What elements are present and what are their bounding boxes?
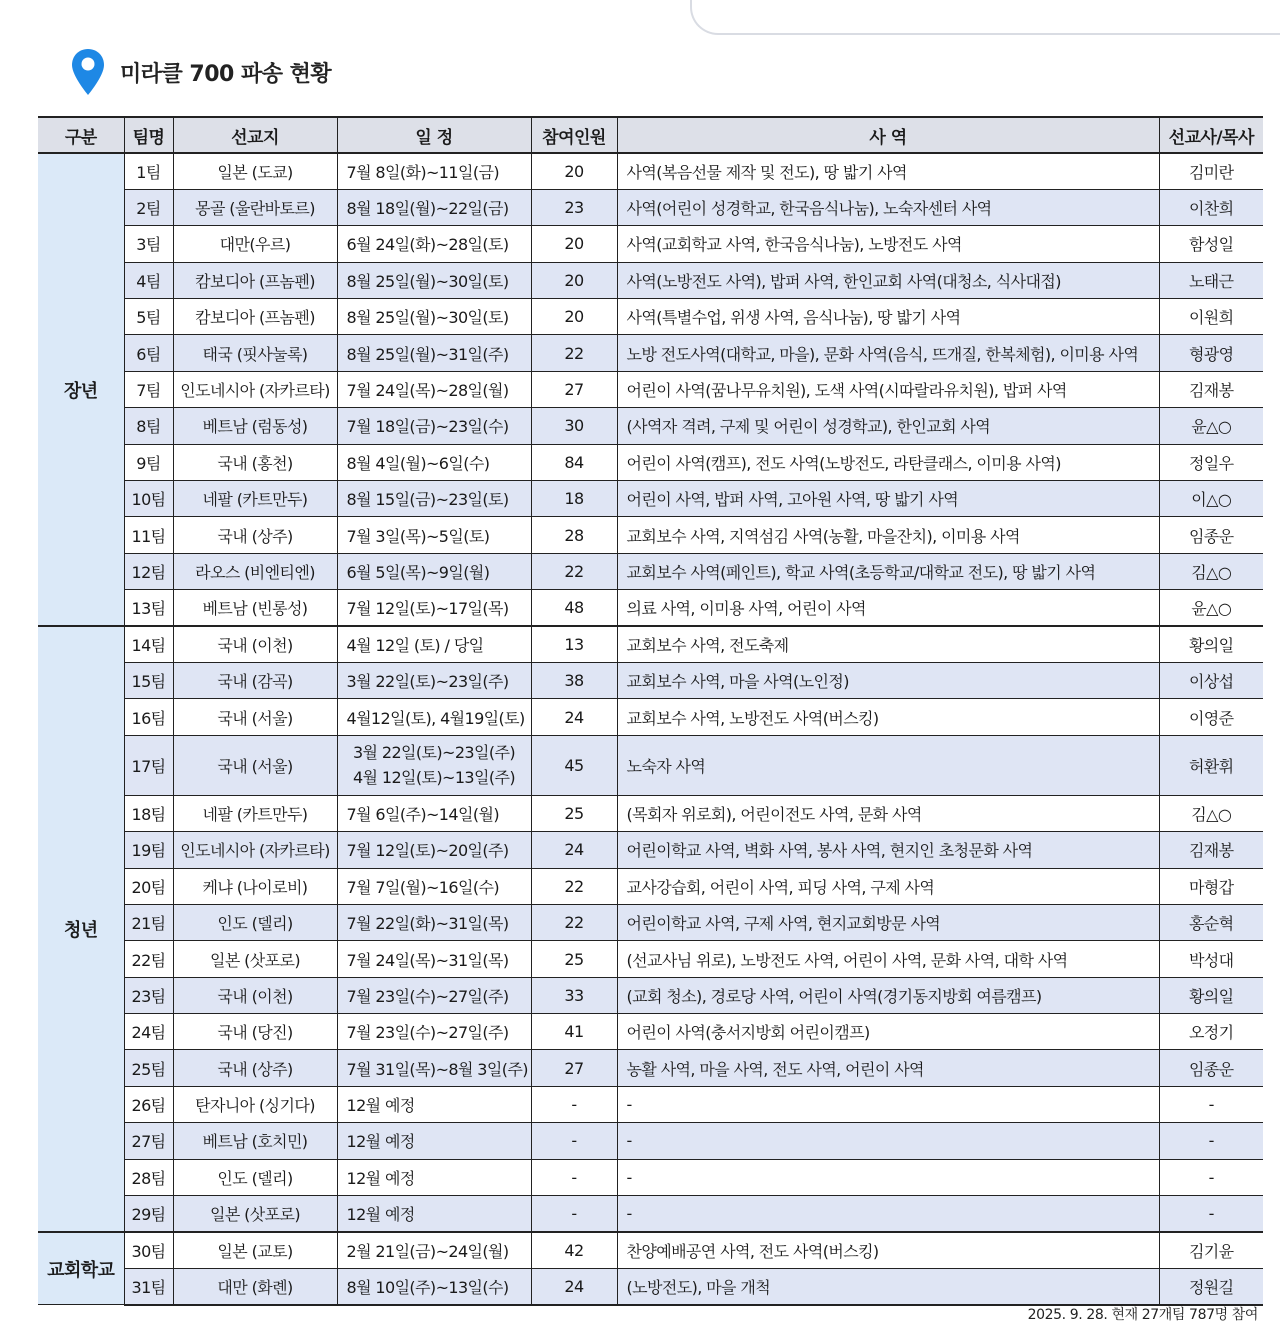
schedule-cell: 7월 31일(목)~8월 3일(주): [337, 1050, 531, 1086]
top-tab-decoration: [690, 0, 1280, 35]
table-row: [38, 481, 1263, 517]
team-cell: 5팀: [124, 299, 173, 335]
schedule-cell: 2월 21일(금)~24일(월): [337, 1232, 531, 1268]
table-row: [38, 941, 1263, 977]
team-cell: 14팀: [124, 626, 173, 662]
participants-cell: 28: [531, 517, 617, 553]
schedule-line: 3월 22일(토)~23일(주): [352, 743, 516, 763]
leader-cell: -: [1159, 1086, 1263, 1122]
destination-cell: 인도 (델리): [173, 904, 337, 940]
leader-cell: 노태근: [1159, 262, 1263, 298]
participants-cell: 33: [531, 977, 617, 1013]
participants-cell: 18: [531, 481, 617, 517]
leader-cell: 함성일: [1159, 226, 1263, 262]
destination-cell: 네팔 (카트만두): [173, 795, 337, 831]
ministry-cell: -: [617, 1086, 1159, 1122]
leader-cell: 김미란: [1159, 153, 1263, 189]
column-header-team: 팀명: [124, 117, 173, 153]
participants-cell: 25: [531, 795, 617, 831]
ministry-cell: 찬양예배공연 사역, 전도 사역(버스킹): [617, 1232, 1159, 1268]
destination-cell: 국내 (이천): [173, 626, 337, 662]
table-row: [38, 1050, 1263, 1086]
team-cell: 29팀: [124, 1196, 173, 1232]
participants-cell: 20: [531, 153, 617, 189]
column-header-schedule: 일 정: [337, 117, 531, 153]
schedule-cell: 7월 12일(토)~20일(주): [337, 832, 531, 868]
ministry-cell: 사역(노방전도 사역), 밥퍼 사역, 한인교회 사역(대청소, 식사대접): [617, 262, 1159, 298]
team-cell: 12팀: [124, 553, 173, 589]
team-cell: 30팀: [124, 1232, 173, 1268]
leader-cell: 황의일: [1159, 977, 1263, 1013]
schedule-cell: 6월 5일(목)~9일(월): [337, 553, 531, 589]
participants-cell: -: [531, 1086, 617, 1122]
leader-cell: 이찬희: [1159, 189, 1263, 225]
column-header-destination: 선교지: [173, 117, 337, 153]
team-cell: 4팀: [124, 262, 173, 298]
participants-cell: 23: [531, 189, 617, 225]
schedule-cell: 7월 24일(목)~28일(월): [337, 371, 531, 407]
ministry-cell: 어린이학교 사역, 구제 사역, 현지교회방문 사역: [617, 904, 1159, 940]
destination-cell: 국내 (상주): [173, 1050, 337, 1086]
schedule-cell: 7월 18일(금)~23일(수): [337, 408, 531, 444]
table-row: [38, 795, 1263, 831]
category-youth: 청년: [38, 626, 124, 1232]
participants-cell: 20: [531, 262, 617, 298]
schedule-cell: 8월 4일(월)~6일(수): [337, 444, 531, 480]
schedule-cell: 8월 18일(월)~22일(금): [337, 189, 531, 225]
schedule-cell: [337, 735, 531, 795]
ministry-cell: 사역(특별수업, 위생 사역, 음식나눔), 땅 밟기 사역: [617, 299, 1159, 335]
destination-cell: 인도네시아 (자카르타): [173, 832, 337, 868]
team-cell: 17팀: [124, 735, 173, 795]
table-row: [38, 299, 1263, 335]
schedule-cell: 7월 24일(목)~31일(목): [337, 941, 531, 977]
table-header-row: [38, 117, 1263, 153]
destination-cell: 캄보디아 (프놈펜): [173, 262, 337, 298]
destination-cell: 일본 (삿포로): [173, 941, 337, 977]
table-row: [38, 153, 1263, 189]
schedule-cell: 6월 24일(화)~28일(토): [337, 226, 531, 262]
schedule-cell: 8월 25일(월)~31일(주): [337, 335, 531, 371]
participants-cell: -: [531, 1159, 617, 1195]
participants-cell: 22: [531, 904, 617, 940]
participants-cell: -: [531, 1123, 617, 1159]
leader-cell: 박성대: [1159, 941, 1263, 977]
destination-cell: 대만(우르): [173, 226, 337, 262]
ministry-cell: 사역(교회학교 사역, 한국음식나눔), 노방전도 사역: [617, 226, 1159, 262]
team-cell: 3팀: [124, 226, 173, 262]
participants-cell: 45: [531, 735, 617, 795]
destination-cell: 네팔 (카트만두): [173, 481, 337, 517]
team-cell: 7팀: [124, 371, 173, 407]
participants-cell: 24: [531, 1268, 617, 1304]
destination-cell: 국내 (상주): [173, 517, 337, 553]
table-row: [38, 868, 1263, 904]
participants-cell: 38: [531, 662, 617, 698]
page-header: [70, 46, 331, 98]
schedule-cell: 7월 7일(월)~16일(수): [337, 868, 531, 904]
leader-cell: -: [1159, 1159, 1263, 1195]
schedule-cell: 12월 예정: [337, 1123, 531, 1159]
leader-cell: 이△○: [1159, 481, 1263, 517]
destination-cell: 베트남 (호치민): [173, 1123, 337, 1159]
table-row: [38, 699, 1263, 735]
leader-cell: 김△○: [1159, 553, 1263, 589]
team-cell: 8팀: [124, 408, 173, 444]
ministry-cell: 교회보수 사역(페인트), 학교 사역(초등학교/대학교 전도), 땅 밟기 사역: [617, 553, 1159, 589]
ministry-cell: (목회자 위로회), 어린이전도 사역, 문화 사역: [617, 795, 1159, 831]
table-row: [38, 408, 1263, 444]
leader-cell: 윤△○: [1159, 590, 1263, 626]
schedule-cell: 12월 예정: [337, 1196, 531, 1232]
leader-cell: 홍순혁: [1159, 904, 1263, 940]
table-row: [38, 662, 1263, 698]
ministry-cell: 노방 전도사역(대학교, 마을), 문화 사역(음식, 뜨개질, 한복체험), 이미용 사역: [617, 335, 1159, 371]
ministry-cell: 교회보수 사역, 전도축제: [617, 626, 1159, 662]
table-row: [38, 1232, 1263, 1268]
column-header-ministry: 사 역: [617, 117, 1159, 153]
destination-cell: 국내 (이천): [173, 977, 337, 1013]
leader-cell: 임종운: [1159, 1050, 1263, 1086]
team-cell: 2팀: [124, 189, 173, 225]
leader-cell: 황의일: [1159, 626, 1263, 662]
ministry-cell: (선교사님 위로), 노방전도 사역, 어린이 사역, 문화 사역, 대학 사역: [617, 941, 1159, 977]
team-cell: 20팀: [124, 868, 173, 904]
team-cell: 9팀: [124, 444, 173, 480]
schedule-cell: 8월 10일(주)~13일(수): [337, 1268, 531, 1304]
ministry-cell: 사역(어린이 성경학교, 한국음식나눔), 노숙자센터 사역: [617, 189, 1159, 225]
destination-cell: 대만 (화롄): [173, 1268, 337, 1304]
destination-cell: 라오스 (비엔티엔): [173, 553, 337, 589]
team-cell: 6팀: [124, 335, 173, 371]
category-adult: 장년: [38, 153, 124, 626]
ministry-cell: 노숙자 사역: [617, 735, 1159, 795]
schedule-cell: 3월 22일(토)~23일(주): [337, 662, 531, 698]
ministry-cell: 의료 사역, 이미용 사역, 어린이 사역: [617, 590, 1159, 626]
team-cell: 25팀: [124, 1050, 173, 1086]
leader-cell: 정일우: [1159, 444, 1263, 480]
table-row: [38, 1196, 1263, 1232]
ministry-cell: 사역(복음선물 제작 및 전도), 땅 밟기 사역: [617, 153, 1159, 189]
participants-cell: 27: [531, 371, 617, 407]
table-row: [38, 444, 1263, 480]
leader-cell: 허환휘: [1159, 735, 1263, 795]
participants-cell: 13: [531, 626, 617, 662]
table-row: [38, 262, 1263, 298]
schedule-cell: 4월 12일 (토) / 당일: [337, 626, 531, 662]
table-row: [38, 977, 1263, 1013]
ministry-cell: -: [617, 1196, 1159, 1232]
ministry-cell: 어린이 사역(꿈나무유치원), 도색 사역(시따랄라유치원), 밥퍼 사역: [617, 371, 1159, 407]
table-row: [38, 626, 1263, 662]
participants-cell: 25: [531, 941, 617, 977]
participants-cell: 20: [531, 299, 617, 335]
leader-cell: 김재봉: [1159, 371, 1263, 407]
destination-cell: 일본 (교토): [173, 1232, 337, 1268]
schedule-cell: 8월 25일(월)~30일(토): [337, 262, 531, 298]
team-cell: 18팀: [124, 795, 173, 831]
schedule-cell: 7월 22일(화)~31일(목): [337, 904, 531, 940]
table-row: [38, 1014, 1263, 1050]
team-cell: 15팀: [124, 662, 173, 698]
schedule-line: 4월 12일(토)~13일(주): [352, 768, 516, 788]
schedule-cell: 12월 예정: [337, 1086, 531, 1122]
ministry-cell: 교사강습회, 어린이 사역, 피딩 사역, 구제 사역: [617, 868, 1159, 904]
participants-cell: 41: [531, 1014, 617, 1050]
team-cell: 27팀: [124, 1123, 173, 1159]
table-row: [38, 335, 1263, 371]
participants-cell: 20: [531, 226, 617, 262]
table-row: [38, 1086, 1263, 1122]
ministry-cell: (사역자 격려, 구제 및 어린이 성경학교), 한인교회 사역: [617, 408, 1159, 444]
ministry-cell: 어린이학교 사역, 벽화 사역, 봉사 사역, 현지인 초청문화 사역: [617, 832, 1159, 868]
table-row: [38, 1123, 1263, 1159]
footnote: 2025. 9. 28. 현재 27개팀 787명 참여: [1027, 1307, 1258, 1323]
leader-cell: -: [1159, 1196, 1263, 1232]
team-cell: 24팀: [124, 1014, 173, 1050]
team-cell: 19팀: [124, 832, 173, 868]
destination-cell: 일본 (도쿄): [173, 153, 337, 189]
leader-cell: 정원길: [1159, 1268, 1263, 1304]
participants-cell: 22: [531, 553, 617, 589]
destination-cell: 태국 (핏사눌록): [173, 335, 337, 371]
destination-cell: 국내 (당진): [173, 1014, 337, 1050]
destination-cell: 국내 (서울): [173, 699, 337, 735]
destination-cell: 베트남 (럼동성): [173, 408, 337, 444]
table-body: [38, 153, 1263, 1305]
schedule-cell: 8월 15일(금)~23일(토): [337, 481, 531, 517]
destination-cell: 국내 (감곡): [173, 662, 337, 698]
destination-cell: 일본 (삿포로): [173, 1196, 337, 1232]
schedule-cell: 7월 8일(화)~11일(금): [337, 153, 531, 189]
ministry-cell: 교회보수 사역, 노방전도 사역(버스킹): [617, 699, 1159, 735]
table-row: [38, 226, 1263, 262]
team-cell: 16팀: [124, 699, 173, 735]
schedule-cell: 7월 6일(주)~14일(월): [337, 795, 531, 831]
table-row: [38, 590, 1263, 626]
schedule-cell: 12월 예정: [337, 1159, 531, 1195]
ministry-cell: 교회보수 사역, 지역섬김 사역(농활, 마을잔치), 이미용 사역: [617, 517, 1159, 553]
leader-cell: 김재봉: [1159, 832, 1263, 868]
leader-cell: 김기윤: [1159, 1232, 1263, 1268]
participants-cell: 22: [531, 868, 617, 904]
participants-cell: 22: [531, 335, 617, 371]
schedule-cell: 7월 23일(수)~27일(주): [337, 1014, 531, 1050]
schedule-cell: 7월 12일(토)~17일(목): [337, 590, 531, 626]
table-row: [38, 371, 1263, 407]
participants-cell: -: [531, 1196, 617, 1232]
team-cell: 26팀: [124, 1086, 173, 1122]
participants-cell: 24: [531, 699, 617, 735]
destination-cell: 인도네시아 (자카르타): [173, 371, 337, 407]
team-cell: 13팀: [124, 590, 173, 626]
ministry-cell: -: [617, 1159, 1159, 1195]
ministry-cell: 어린이 사역(충서지방회 어린이캠프): [617, 1014, 1159, 1050]
team-cell: 31팀: [124, 1268, 173, 1304]
leader-cell: 마형갑: [1159, 868, 1263, 904]
destination-cell: 국내 (서울): [173, 735, 337, 795]
team-cell: 10팀: [124, 481, 173, 517]
team-cell: 1팀: [124, 153, 173, 189]
page-title: 미라클 700 파송 현황: [120, 61, 332, 87]
leader-cell: 임종운: [1159, 517, 1263, 553]
destination-cell: 몽골 (울란바토르): [173, 189, 337, 225]
leader-cell: 이상섭: [1159, 662, 1263, 698]
location-pin-icon: [70, 47, 106, 97]
participants-cell: 24: [531, 832, 617, 868]
schedule-cell: 7월 23일(수)~27일(주): [337, 977, 531, 1013]
table-row: [38, 1159, 1263, 1195]
table-row: [38, 553, 1263, 589]
destination-cell: 캄보디아 (프놈펜): [173, 299, 337, 335]
deployment-table: [38, 116, 1263, 1306]
destination-cell: 인도 (델리): [173, 1159, 337, 1195]
ministry-cell: (교회 청소), 경로당 사역, 어린이 사역(경기동지방회 여름캠프): [617, 977, 1159, 1013]
participants-cell: 30: [531, 408, 617, 444]
destination-cell: 탄자니아 (싱기다): [173, 1086, 337, 1122]
table-row: [38, 189, 1263, 225]
destination-cell: 국내 (홍천): [173, 444, 337, 480]
team-cell: 22팀: [124, 941, 173, 977]
leader-cell: 이영준: [1159, 699, 1263, 735]
destination-cell: 케냐 (나이로비): [173, 868, 337, 904]
leader-cell: 오정기: [1159, 1014, 1263, 1050]
ministry-cell: 어린이 사역, 밥퍼 사역, 고아원 사역, 땅 밟기 사역: [617, 481, 1159, 517]
destination-cell: 베트남 (빈롱성): [173, 590, 337, 626]
leader-cell: 형광영: [1159, 335, 1263, 371]
leader-cell: 이원희: [1159, 299, 1263, 335]
participants-cell: 84: [531, 444, 617, 480]
ministry-cell: (노방전도), 마을 개척: [617, 1268, 1159, 1304]
schedule-cell: 8월 25일(월)~30일(토): [337, 299, 531, 335]
leader-cell: -: [1159, 1123, 1263, 1159]
table-row: [38, 517, 1263, 553]
table-row: [38, 1268, 1263, 1304]
ministry-cell: 농활 사역, 마을 사역, 전도 사역, 어린이 사역: [617, 1050, 1159, 1086]
team-cell: 23팀: [124, 977, 173, 1013]
column-header-category: 구분: [38, 117, 124, 153]
leader-cell: 윤△○: [1159, 408, 1263, 444]
participants-cell: 27: [531, 1050, 617, 1086]
participants-cell: 48: [531, 590, 617, 626]
team-cell: 11팀: [124, 517, 173, 553]
ministry-cell: 교회보수 사역, 마을 사역(노인정): [617, 662, 1159, 698]
column-header-participants: 참여인원: [531, 117, 617, 153]
schedule-cell: 4월12일(토), 4월19일(토): [337, 699, 531, 735]
table-row: [38, 735, 1263, 795]
table-row: [38, 832, 1263, 868]
leader-cell: 김△○: [1159, 795, 1263, 831]
team-cell: 28팀: [124, 1159, 173, 1195]
schedule-cell: 7월 3일(목)~5일(토): [337, 517, 531, 553]
team-cell: 21팀: [124, 904, 173, 940]
ministry-cell: 어린이 사역(캠프), 전도 사역(노방전도, 라탄클래스, 이미용 사역): [617, 444, 1159, 480]
participants-cell: 42: [531, 1232, 617, 1268]
table-row: [38, 904, 1263, 940]
ministry-cell: -: [617, 1123, 1159, 1159]
category-church-school: 교회학교: [38, 1232, 124, 1305]
column-header-leader: 선교사/목사: [1159, 117, 1263, 153]
